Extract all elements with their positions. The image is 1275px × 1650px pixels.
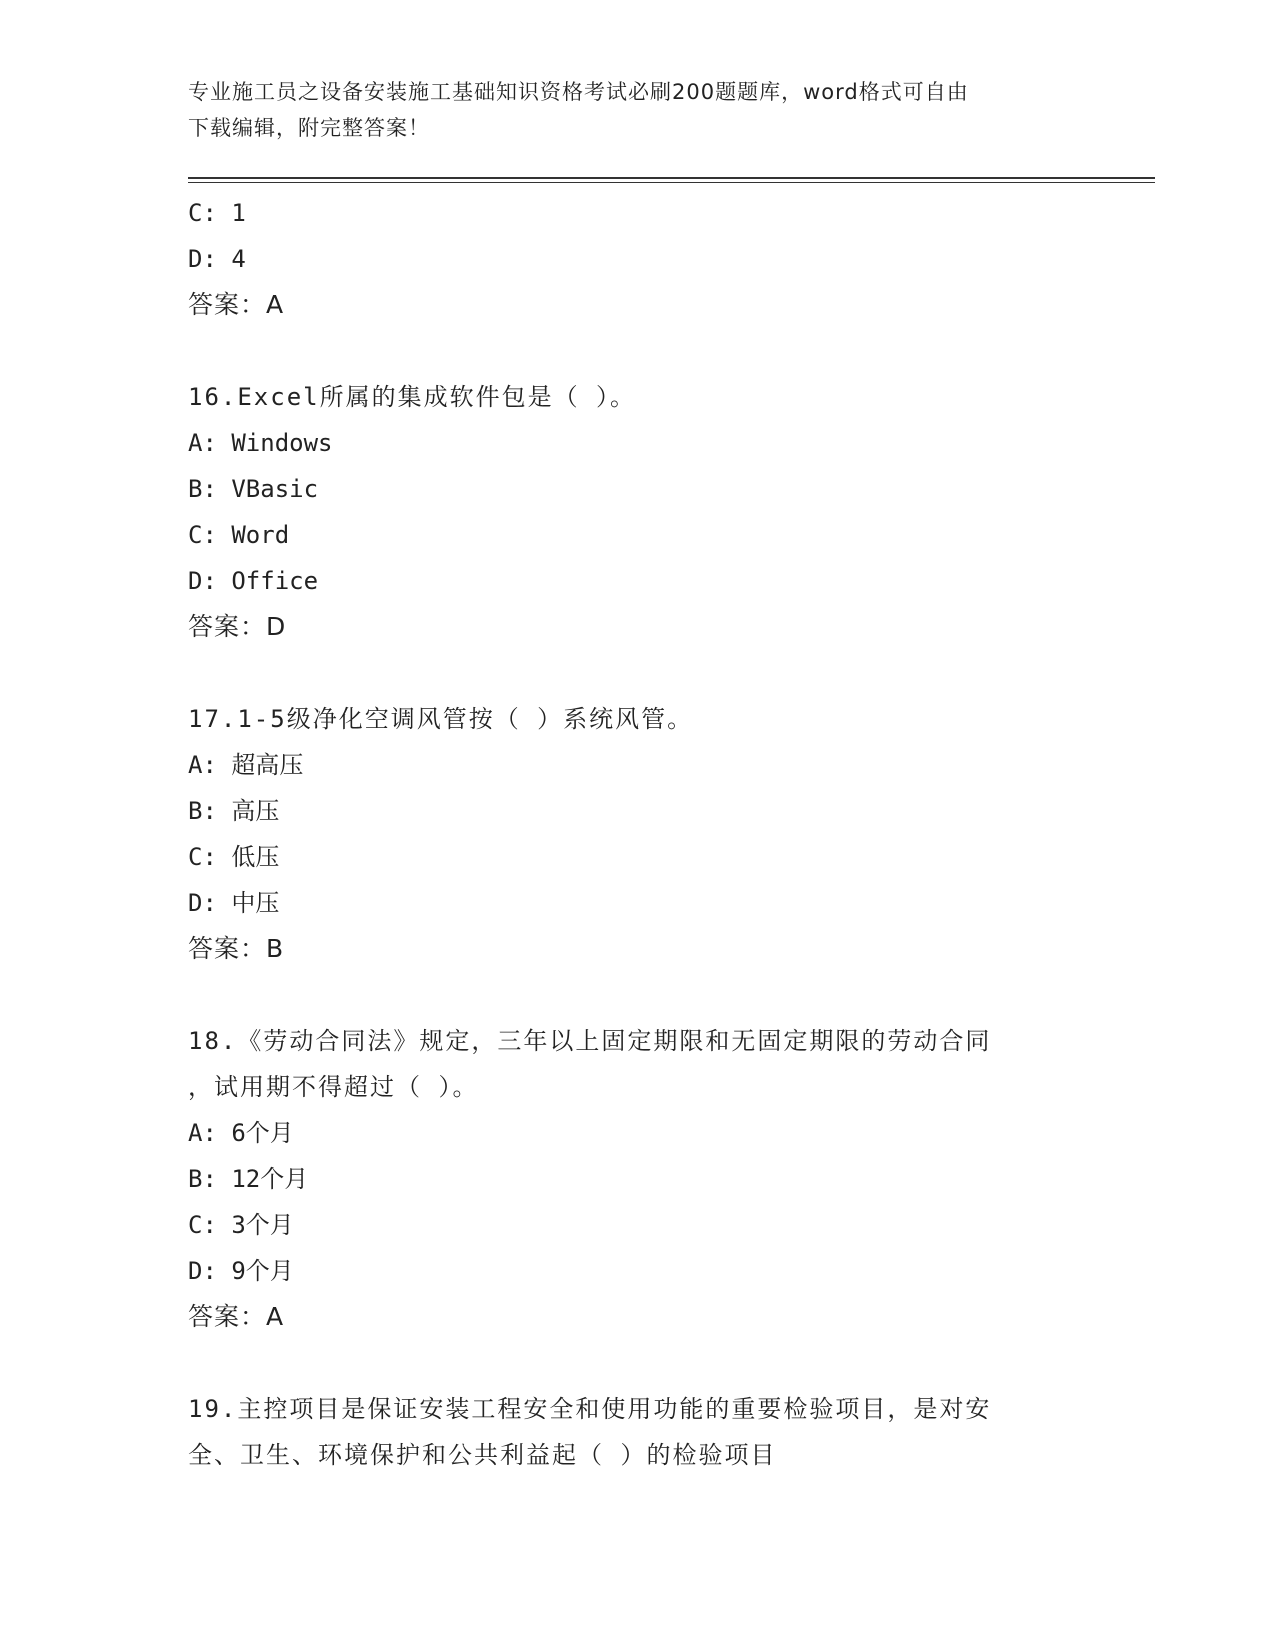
spacer	[188, 328, 1088, 374]
header-title-line-1: 专业施工员之设备安装施工基础知识资格考试必刷200题题库，word格式可自由	[188, 80, 969, 104]
question-17-text: 17.1-5级净化空调风管按（ ）系统风管。	[188, 705, 694, 733]
question-list	[188, 190, 1088, 1478]
question-18-text-line-1: 18.《劳动合同法》规定，三年以上固定期限和无固定期限的劳动合同	[188, 1027, 992, 1055]
question-18-option-d: D: 9个月	[188, 1257, 294, 1285]
question-18-option-c: C: 3个月	[188, 1211, 294, 1239]
header-divider-thick	[188, 177, 1155, 179]
question-17-answer: 答案：B	[188, 934, 285, 963]
question-18-option-a: A: 6个月	[188, 1119, 294, 1147]
question-16-option-b: B: VBasic	[188, 475, 319, 503]
header-divider-thin	[188, 182, 1155, 183]
question-16-option-a: A: Windows	[188, 429, 333, 457]
question-16-option-d: D: Office	[188, 567, 319, 595]
question-19-text-line-1: 19.主控项目是保证安装工程安全和使用功能的重要检验项目，是对安	[188, 1395, 992, 1423]
question-18-option-b: B: 12个月	[188, 1165, 309, 1193]
spacer	[188, 1340, 1088, 1386]
prev-answer: 答案：A	[188, 290, 285, 319]
header-title-line-2: 下载编辑，附完整答案！	[188, 116, 430, 140]
question-17-option-a: A: 超高压	[188, 751, 304, 779]
question-17-option-d: D: 中压	[188, 889, 280, 917]
question-16-option-c: C: Word	[188, 521, 290, 549]
question-17-option-c: C: 低压	[188, 843, 280, 871]
spacer	[188, 650, 1088, 696]
prev-option-c: C: 1	[188, 199, 246, 227]
question-18-answer: 答案：A	[188, 1302, 285, 1331]
document-header	[188, 74, 1088, 146]
question-19-text-line-2: 全、卫生、环境保护和公共利益起（ ）的检验项目	[188, 1441, 777, 1469]
spacer	[188, 972, 1088, 1018]
question-17-option-b: B: 高压	[188, 797, 280, 825]
question-16-answer: 答案：D	[188, 612, 287, 641]
question-18-text-line-2: ，试用期不得超过（ ）。	[188, 1073, 479, 1101]
question-16-text: 16.Excel所属的集成软件包是（ ）。	[188, 383, 637, 411]
prev-option-d: D: 4	[188, 245, 246, 273]
